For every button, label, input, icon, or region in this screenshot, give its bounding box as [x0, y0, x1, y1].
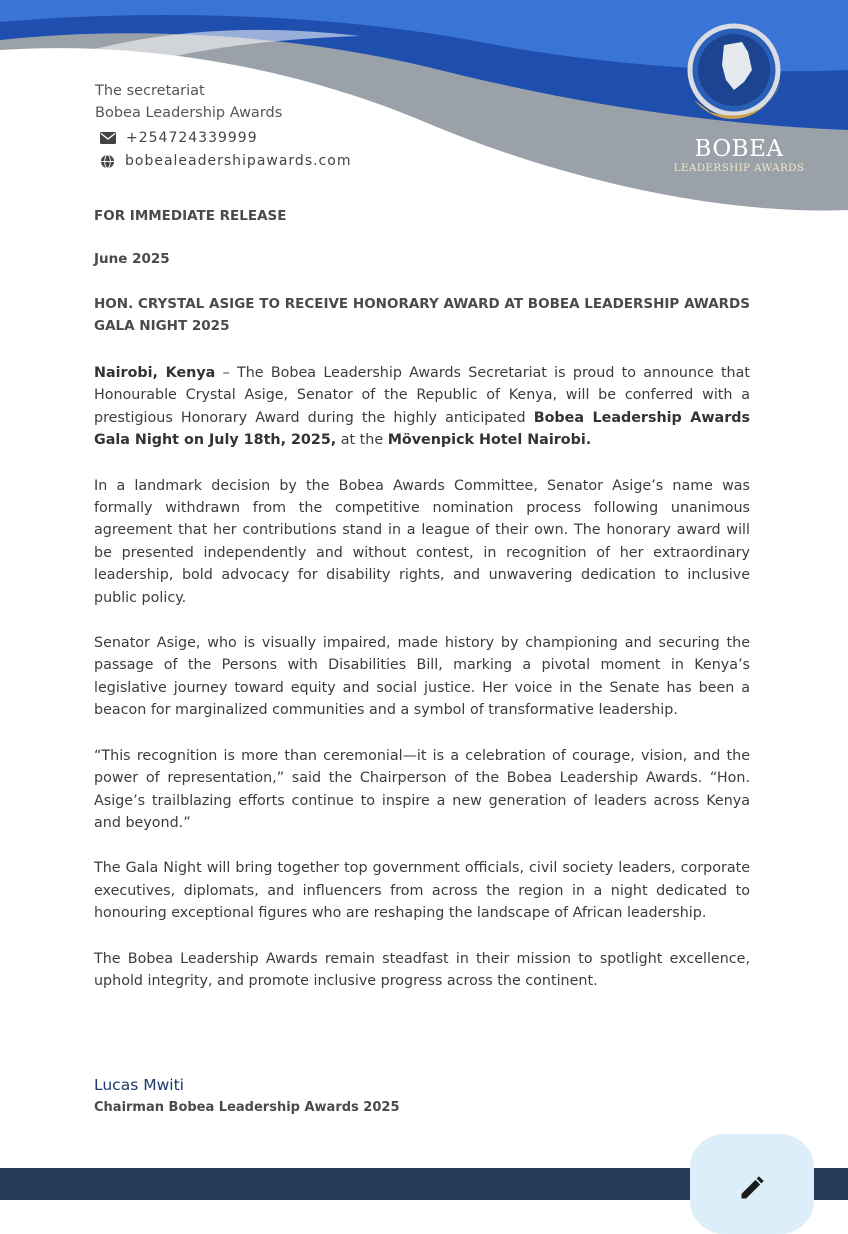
release-date: June 2025: [94, 251, 170, 267]
logo-subtitle: LEADERSHIP AWARDS: [673, 162, 805, 174]
release-label: FOR IMMEDIATE RELEASE: [94, 208, 287, 224]
logo-name: BOBEA: [694, 136, 784, 162]
paragraph-gala: The Gala Night will bring together top government officials, civil society leaders, corporate executives, diplomats, and influencers from across the region in a night dedicated to honouring exceptional figures who are reshaping the landscape of African leadership.: [94, 860, 750, 922]
website-row: [100, 153, 351, 169]
envelope-icon: [100, 132, 116, 144]
globe-icon: [100, 154, 115, 169]
phone-row: [100, 130, 258, 146]
dateline: Nairobi, Kenya: [94, 365, 216, 381]
signatory-title: Chairman Bobea Leadership Awards 2025: [94, 1100, 400, 1115]
sender-line-2: Bobea Leadership Awards: [95, 105, 283, 121]
logo-wordmark: [664, 136, 814, 174]
headline: HON. CRYSTAL ASIGE TO RECEIVE HONORARY AWARD AT BOBEA LEADERSHIP AWARDS GALA NIGHT 2025: [94, 296, 750, 334]
paragraph-quote: “This recognition is more than ceremonial—it is a celebration of courage, vision, and the power of representation,” said the Chairperson of the Bobea Leadership Awards. “Hon. Asige’s trailblazing efforts continue to inspire a new generation of leaders across Kenya and beyond.”: [94, 747, 750, 831]
signatory-name: Lucas Mwiti: [94, 1076, 184, 1094]
edit-button[interactable]: [690, 1134, 814, 1234]
paragraph-mission: The Bobea Leadership Awards remain steadfast in their mission to spotlight excellence, uphold integrity, and promote inclusive progress across the continent.: [94, 950, 750, 989]
website-link[interactable]: bobealeadershipawards.com: [125, 153, 352, 169]
paragraph-intro: Nairobi, Kenya – The Bobea Leadership Awards Secretariat is proud to announce that Honourable Crystal Asige, Senator of the Republic of Kenya, will be conferred with a prestigious Honorary Award during the highly anticipated Bobea Leadership Awards Gala Night on July 18th, 2025, at the Mövenpick Hotel Nairobi.: [94, 365, 750, 449]
venue-name: Mövenpick Hotel Nairobi.: [387, 432, 592, 449]
sender-line-1: The secretariat: [95, 83, 205, 99]
paragraph-history: Senator Asige, who is visually impaired, made history by championing and securing the passage of the Persons with Disabilities Bill, marking a pivotal moment in Kenya’s legislative journey toward equity and social justice. Her voice in the Senate has been a beacon for marginalized communities and a symbol of transformative leadership.: [94, 635, 750, 719]
sender-block: [95, 80, 282, 124]
event-name: Bobea Leadership Awards Gala Night on July 18th, 2025,: [94, 409, 750, 449]
pencil-icon: [738, 1174, 766, 1202]
press-release-body: [94, 208, 750, 992]
paragraph-decision: In a landmark decision by the Bobea Awards Committee, Senator Asige’s name was formally withdrawn from the competitive nomination process following unanimous agreement that her contributions stand in a league of their own. The honorary award will be presented independently and without contest, in recognition of her extraordinary leadership, bold advocacy for disability rights, and unwavering dedication to inclusive public policy.: [94, 477, 750, 606]
phone-number: +254724339999: [126, 130, 258, 146]
